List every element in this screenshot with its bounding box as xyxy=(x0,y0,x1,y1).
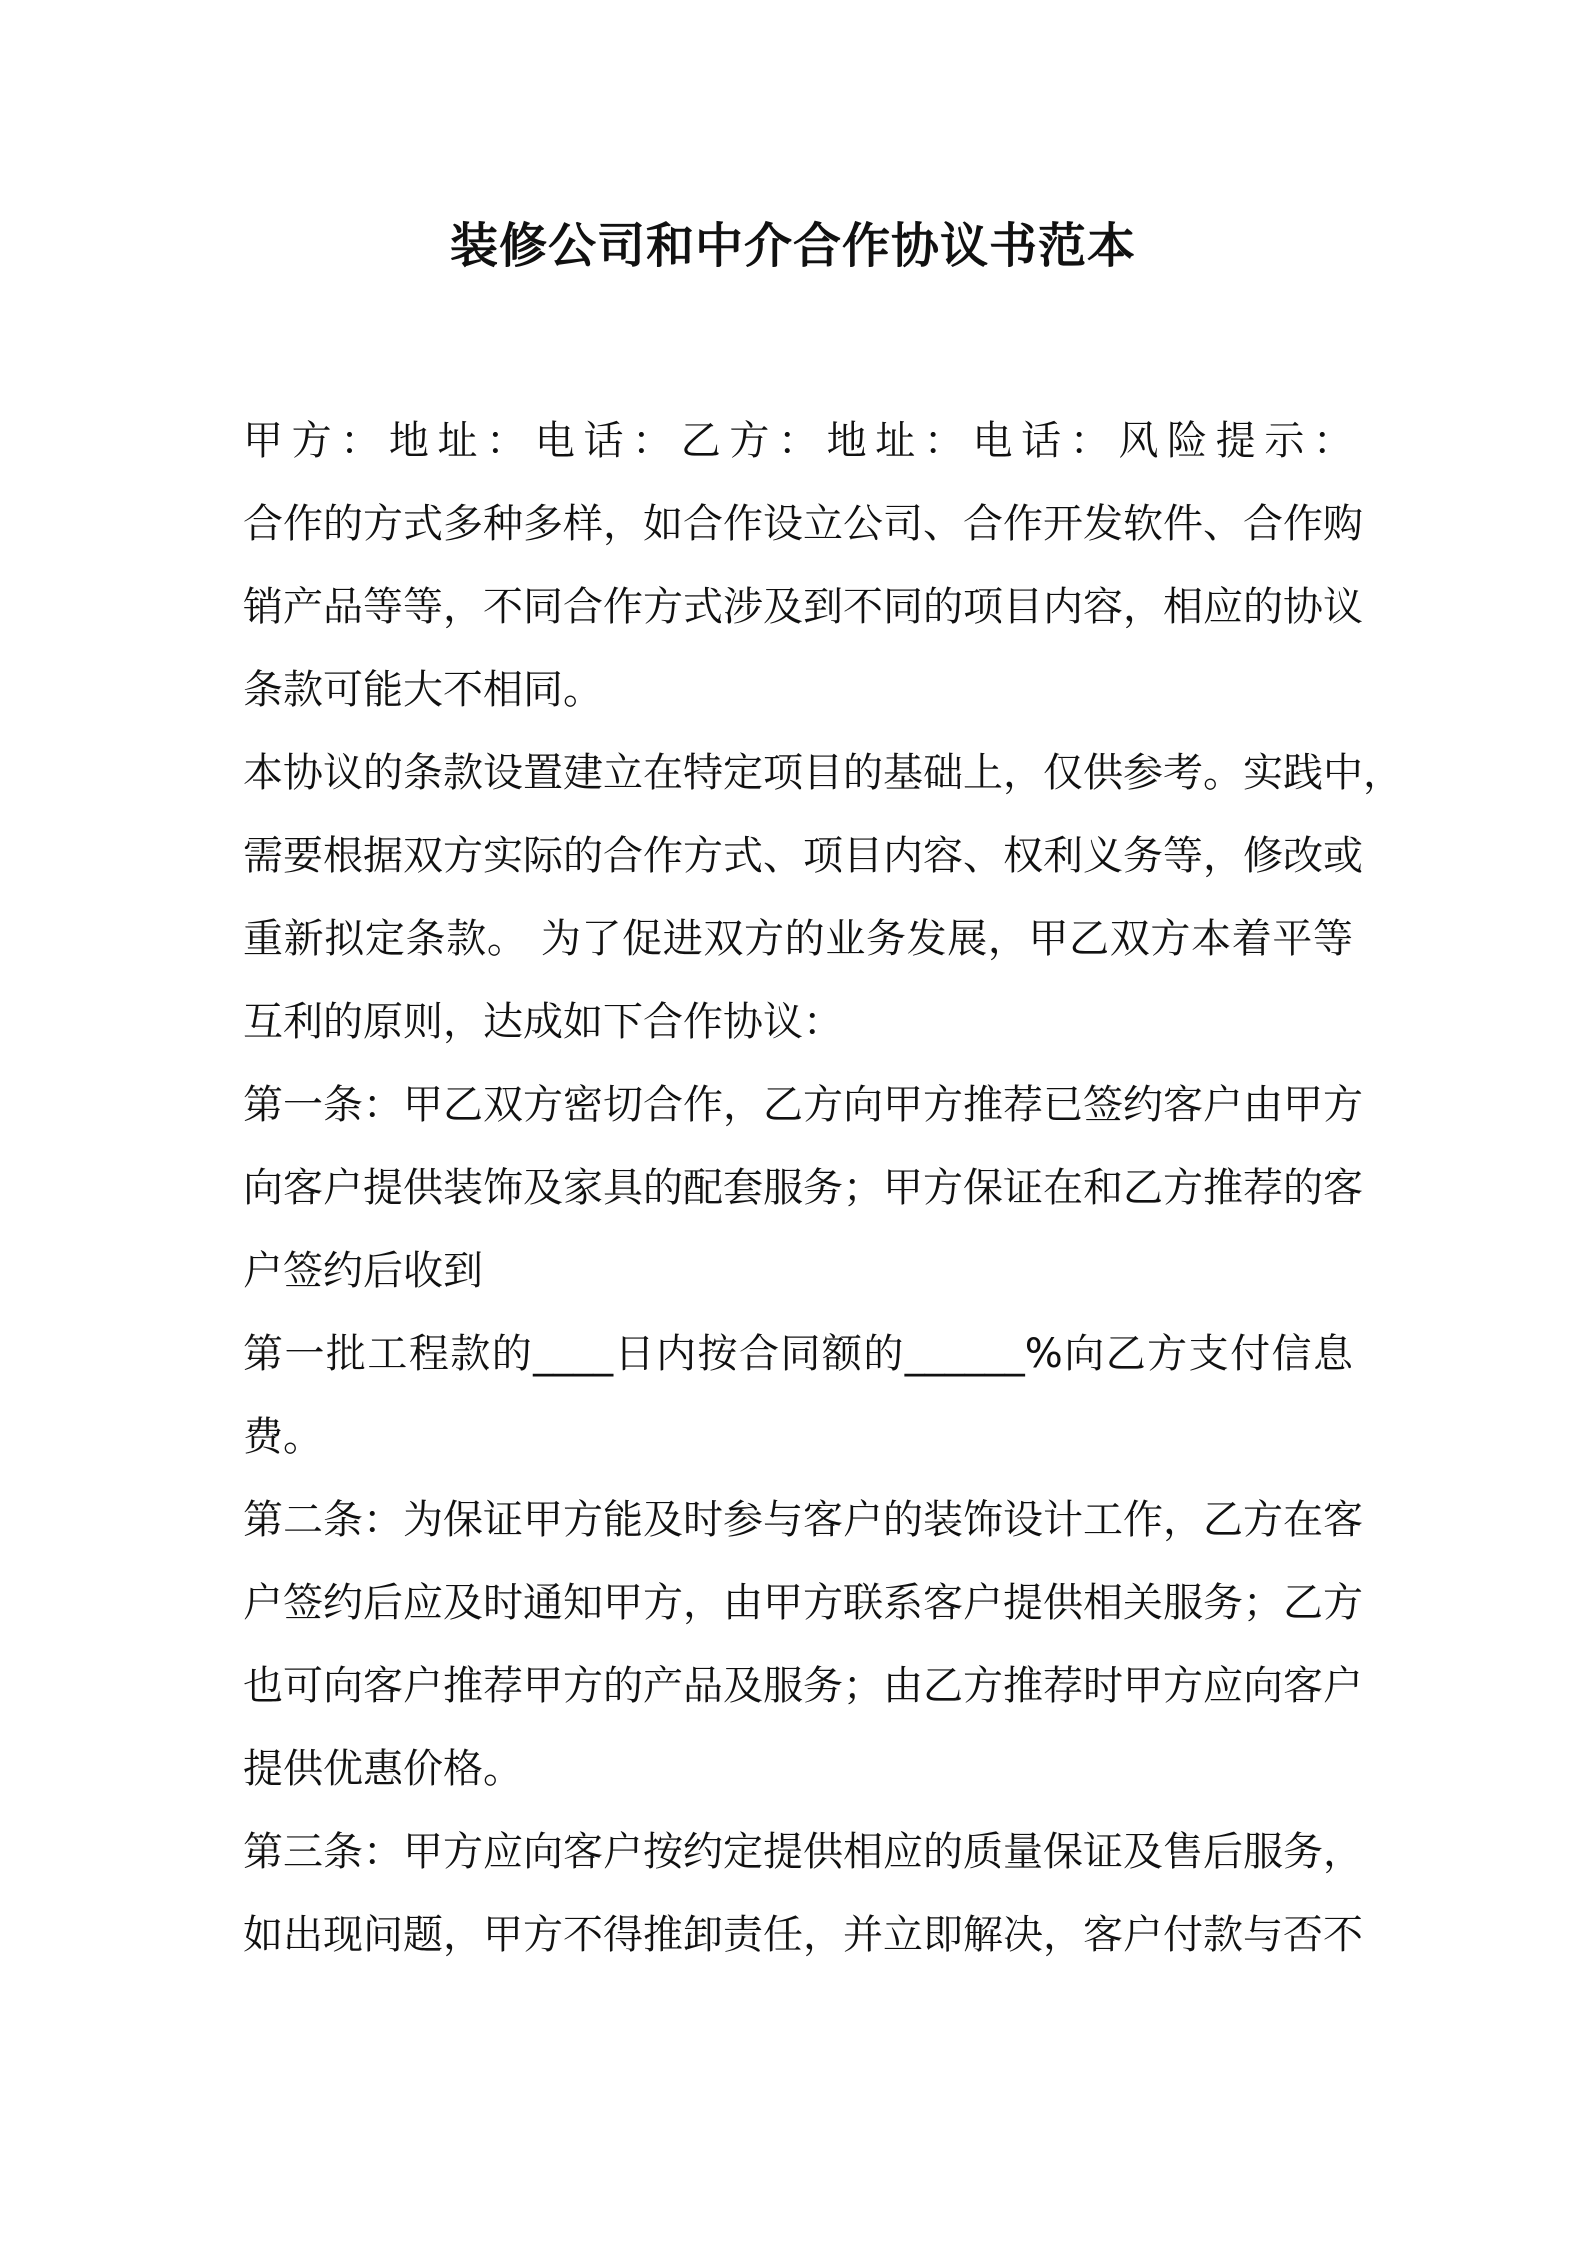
article-3-line: 如出现问题，甲方不得推卸责任，并立即解决，客户付款与否不 xyxy=(243,1912,1363,1958)
text-line: 销产品等等，不同合作方式涉及到不同的项目内容，相应的协议 xyxy=(243,584,1363,630)
text-line: 重新拟定条款。 为了促进双方的业务发展，甲乙双方本着平等 xyxy=(243,916,1353,962)
text-line: 合作的方式多种多样，如合作设立公司、合作开发软件、合作购 xyxy=(243,501,1363,547)
article-1-line: 第一条：甲乙双方密切合作，乙方向甲方推荐已签约客户由甲方 xyxy=(243,1082,1363,1128)
article-1-line: 户签约后收到 xyxy=(243,1248,483,1294)
text-line: 需要根据双方实际的合作方式、项目内容、权利义务等，修改或 xyxy=(243,833,1363,879)
article-1-line: 向客户提供装饰及家具的配套服务；甲方保证在和乙方推荐的客 xyxy=(243,1165,1363,1211)
text-line-party-info: 甲方：地址：电话：乙方：地址：电话：风险提示： xyxy=(243,418,1353,464)
text-line: 本协议的条款设置建立在特定项目的基础上，仅供参考。实践中， xyxy=(243,750,1403,796)
article-2-line: 也可向客户推荐甲方的产品及服务；由乙方推荐时甲方应向客户 xyxy=(243,1663,1363,1709)
text-line: 条款可能大不相同。 xyxy=(243,667,603,713)
article-3-line: 第三条：甲方应向客户按约定提供相应的质量保证及售后服务， xyxy=(243,1829,1363,1875)
article-2-line: 户签约后应及时通知甲方，由甲方联系客户提供相关服务；乙方 xyxy=(243,1580,1363,1626)
document-body xyxy=(243,400,1403,1977)
article-1-line: 第一批工程款的____日内按合同额的______%向乙方支付信息 xyxy=(243,1331,1353,1377)
document-title: 装修公司和中介合作协议书范本 xyxy=(449,218,1136,274)
article-2-line: 第二条：为保证甲方能及时参与客户的装饰设计工作，乙方在客 xyxy=(243,1497,1363,1543)
article-1-line: 费。 xyxy=(243,1414,323,1460)
article-2-line: 提供优惠价格。 xyxy=(243,1746,523,1792)
text-line: 互利的原则，达成如下合作协议： xyxy=(243,999,843,1045)
